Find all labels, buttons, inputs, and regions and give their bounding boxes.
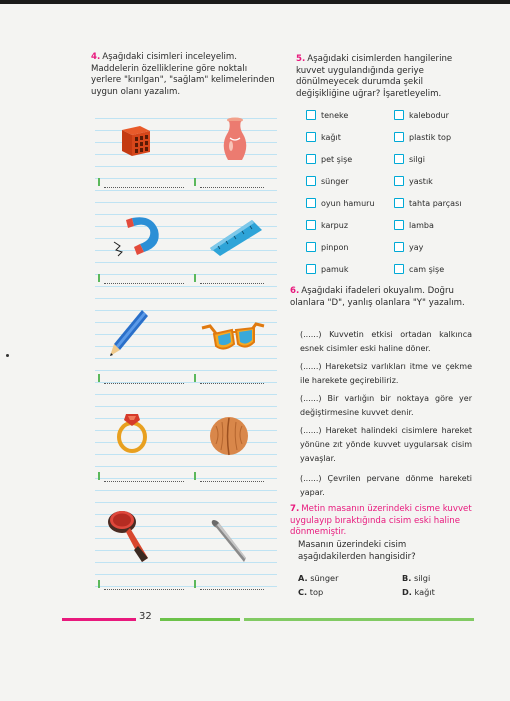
option-checkbox[interactable]: plastik top (394, 132, 451, 142)
question-4-number: 4. (91, 52, 101, 62)
brick-image (118, 122, 152, 158)
footer-bar-left (62, 618, 136, 621)
checkbox-icon[interactable] (306, 154, 316, 164)
checkbox-icon[interactable] (394, 132, 404, 142)
pencil-marker-icon (98, 472, 101, 481)
question-6 (290, 286, 474, 309)
question-6-number: 6. (290, 286, 300, 296)
option-checkbox[interactable]: kağıt (306, 132, 341, 142)
answer-line-brick[interactable] (104, 186, 184, 188)
checkbox-icon[interactable] (394, 220, 404, 230)
frying-pan-image (104, 504, 152, 564)
checkbox-icon[interactable] (394, 110, 404, 120)
option-checkbox[interactable]: sünger (306, 176, 349, 186)
question-7-scenario: Metin masanın üzerindeki cisme kuvvet uygulayıp bıraktığında cisim eski haline dönmemiştir. (290, 504, 472, 537)
vase-image (218, 116, 252, 166)
checkbox-icon[interactable] (394, 242, 404, 252)
answer-line-vase[interactable] (200, 186, 264, 188)
checkbox-icon[interactable] (394, 264, 404, 274)
pencil-marker-icon (98, 274, 101, 283)
answer-line-nail[interactable] (200, 588, 264, 590)
statement-4[interactable]: (......) Hareket halindeki cisimlere hareket yönüne zıt yönde kuvvet uygularsak cisim yavaşlar. (300, 426, 472, 463)
answer-line-sunglasses[interactable] (200, 382, 264, 384)
checkbox-icon[interactable] (306, 242, 316, 252)
pencil-marker-icon (98, 580, 101, 589)
pencil-image (108, 306, 152, 360)
option-checkbox[interactable]: karpuz (306, 220, 348, 230)
answer-line-pencil[interactable] (104, 382, 184, 384)
checkbox-icon[interactable] (306, 198, 316, 208)
question-5-text: Aşağıdaki cisimlerden hangilerine kuvvet uygulandığında geriye dönülmeyecek durumda şekil değişikliğine uğrar? İşaretleyelim. (296, 54, 453, 99)
answer-line-frying-pan[interactable] (104, 588, 184, 590)
top-border (0, 0, 510, 4)
checkbox-icon[interactable] (394, 198, 404, 208)
scan-speck (6, 354, 9, 357)
option-checkbox[interactable]: pamuk (306, 264, 348, 274)
checkbox-icon[interactable] (306, 176, 316, 186)
magnet-image (110, 212, 166, 258)
question-7 (290, 504, 474, 539)
pencil-marker-icon (194, 178, 197, 187)
question-4-text: Aşağıdaki cisimleri inceleyelim. Maddelerin özelliklerine göre noktalı yerlere "kırılgan", "sağlam" kelimelerinden uygun olanı yazalım. (91, 52, 275, 97)
question-4 (91, 52, 277, 98)
pencil-marker-icon (194, 472, 197, 481)
footer-bar-middle (160, 618, 240, 621)
option-checkbox[interactable]: pinpon (306, 242, 348, 252)
footer-bar-right (244, 618, 474, 621)
answer-line-ruler[interactable] (200, 282, 264, 284)
sunglasses-image (200, 320, 266, 356)
walnut-image (206, 414, 252, 458)
option-checkbox[interactable]: silgi (394, 154, 425, 164)
checkbox-icon[interactable] (306, 220, 316, 230)
nail-image (206, 516, 250, 566)
question-5-number: 5. (296, 54, 306, 64)
option-checkbox[interactable]: yastık (394, 176, 433, 186)
choice-c[interactable]: C. top (298, 587, 324, 597)
checkbox-icon[interactable] (306, 264, 316, 274)
pencil-marker-icon (98, 178, 101, 187)
answer-line-walnut[interactable] (200, 480, 264, 482)
answer-line-magnet[interactable] (104, 282, 184, 284)
question-7-prompt: Masanın üzerindeki cisim aşağıdakilerden hangisidir? (298, 540, 416, 562)
page-number: 32 (139, 611, 152, 622)
checkbox-icon[interactable] (306, 132, 316, 142)
question-7-number: 7. (290, 504, 300, 514)
checkbox-icon[interactable] (394, 176, 404, 186)
statement-2[interactable]: (......) Hareketsiz varlıkları itme ve çekme ile harekete geçirebiliriz. (300, 362, 472, 385)
choice-d[interactable]: D. kağıt (402, 587, 435, 597)
statement-5[interactable]: (......) Çevrilen pervane dönme hareketi yapar. (300, 474, 472, 497)
pencil-marker-icon (194, 580, 197, 589)
statement-3[interactable]: (......) Bir varlığın bir noktaya göre yer değiştirmesine kuvvet denir. (300, 394, 472, 417)
pencil-marker-icon (194, 374, 197, 383)
answer-line-ring[interactable] (104, 480, 184, 482)
ruler-image (206, 214, 264, 258)
question-5 (296, 54, 476, 100)
option-checkbox[interactable]: yay (394, 242, 423, 252)
option-checkbox[interactable]: kalebodur (394, 110, 449, 120)
ring-image (114, 410, 150, 454)
pencil-marker-icon (194, 274, 197, 283)
checkbox-icon[interactable] (306, 110, 316, 120)
option-checkbox[interactable]: cam şişe (394, 264, 444, 274)
option-checkbox[interactable]: pet şişe (306, 154, 352, 164)
option-checkbox[interactable]: lamba (394, 220, 434, 230)
choice-a[interactable]: A. sünger (298, 573, 339, 583)
option-checkbox[interactable]: tahta parçası (394, 198, 461, 208)
statement-1[interactable]: (......) Kuvvetin etkisi ortadan kalkınca esnek cisimler eski haline döner. (300, 330, 472, 353)
question-6-text: Aşağıdaki ifadeleri okuyalım. Doğru olanlara "D", yanlış olanlara "Y" yazalım. (290, 286, 465, 308)
option-checkbox[interactable]: oyun hamuru (306, 198, 375, 208)
checkbox-icon[interactable] (394, 154, 404, 164)
choice-b[interactable]: B. silgi (402, 573, 431, 583)
pencil-marker-icon (98, 374, 101, 383)
option-checkbox[interactable]: teneke (306, 110, 348, 120)
